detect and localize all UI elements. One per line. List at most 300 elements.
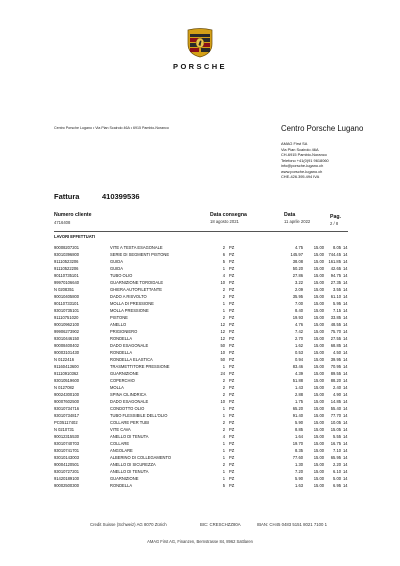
item-code: 91110751020 xyxy=(54,315,79,320)
item-amount: 15.05 xyxy=(330,427,341,432)
item-unit-price: 91.40 xyxy=(292,413,303,418)
item-vat-code: 14 xyxy=(343,420,348,425)
item-quantity: 1 xyxy=(222,406,225,411)
table-row xyxy=(0,482,400,489)
item-unit: PZ xyxy=(229,441,235,446)
item-amount: 2.20 xyxy=(333,462,341,467)
item-unit-price: 8.85 xyxy=(295,427,303,432)
item-code: 99970106640 xyxy=(54,280,80,285)
item-unit-price: 1.62 xyxy=(295,343,303,348)
item-unit-price: 2.88 xyxy=(295,392,303,397)
item-discount: 15.00 xyxy=(313,469,324,474)
item-discount: 15.00 xyxy=(313,476,324,481)
item-quantity: 1 xyxy=(222,364,225,369)
item-vat-code: 14 xyxy=(343,273,348,278)
item-quantity: 4 xyxy=(222,273,225,278)
table-row xyxy=(0,314,400,321)
item-unit-price: 4.39 xyxy=(295,371,303,376)
item-vat-code: 14 xyxy=(343,476,348,481)
item-unit-price: 38.08 xyxy=(292,259,303,264)
item-amount: 65.95 xyxy=(330,455,341,460)
table-row xyxy=(0,265,400,272)
table-row xyxy=(0,461,400,468)
item-discount: 15.00 xyxy=(313,350,324,355)
invoice-date-value: 11 aprile 2022 xyxy=(284,219,311,224)
item-quantity: 50 xyxy=(220,357,225,362)
item-quantity: 1 xyxy=(222,455,225,460)
item-discount: 15.00 xyxy=(313,399,324,404)
item-unit: PZ xyxy=(229,315,235,320)
table-row xyxy=(0,335,400,342)
item-quantity: 50 xyxy=(220,343,225,348)
item-quantity: 10 xyxy=(220,280,225,285)
item-description: PISTONE xyxy=(110,315,128,320)
table-row xyxy=(0,363,400,370)
item-description: GUIDA xyxy=(110,266,123,271)
item-amount: 10.05 xyxy=(330,420,341,425)
item-unit: PZ xyxy=(229,406,235,411)
footer-bank: Credit Suisse (Schweiz) AG 8070 Zürich xyxy=(90,522,167,527)
item-vat-code: 14 xyxy=(343,287,348,292)
item-code: N 0122416 xyxy=(54,357,75,362)
item-vat-code: 14 xyxy=(343,315,348,320)
item-amount: 68.85 xyxy=(330,343,341,348)
item-code: 90003101430 xyxy=(54,350,80,355)
table-row xyxy=(0,447,400,454)
item-code: 93010735101 xyxy=(54,308,80,313)
address-email[interactable]: info@porsche-lugano.ch xyxy=(281,163,324,168)
item-discount: 15.00 xyxy=(313,343,324,348)
item-description: SPINA CILINDRICA xyxy=(110,392,147,397)
item-unit-price: 1.64 xyxy=(295,434,303,439)
item-unit: PZ xyxy=(229,357,235,362)
item-amount: 161.85 xyxy=(328,259,341,264)
footer-iban: IBAN: CH45 0483 5151 8021 7100 1 xyxy=(257,522,327,527)
footer-bic: BIC: CRESCHZZ80A xyxy=(200,522,241,527)
item-quantity: 10 xyxy=(220,350,225,355)
item-code: N 0210731 xyxy=(54,427,75,432)
item-unit-price: 4.76 xyxy=(295,322,303,327)
item-description: DADO ESAGONALE xyxy=(110,399,149,404)
item-unit-price: 2.09 xyxy=(295,287,303,292)
item-discount: 15.00 xyxy=(313,378,324,383)
item-unit-price: 8.35 xyxy=(295,448,303,453)
item-code: 90012315530 xyxy=(54,434,80,439)
item-unit: PZ xyxy=(229,434,235,439)
item-discount: 15.00 xyxy=(313,427,324,432)
section-title: LAVORI EFFETTUATI xyxy=(54,234,96,239)
item-code: 93010143003 xyxy=(54,455,80,460)
table-row xyxy=(0,412,400,419)
item-description: RONDELLA xyxy=(110,483,133,488)
item-discount: 15.00 xyxy=(313,392,324,397)
invoice-label: Fattura xyxy=(54,192,80,201)
item-discount: 15.00 xyxy=(313,280,324,285)
item-discount: 15.00 xyxy=(313,252,324,257)
item-unit: PZ xyxy=(229,392,235,397)
footer-address: AMAG First AG, Finanzen, Bernstrasse 84, 8962 Sattlaren xyxy=(147,539,253,544)
item-vat-code: 14 xyxy=(343,371,348,376)
item-quantity: 1 xyxy=(222,301,225,306)
item-discount: 15.00 xyxy=(313,483,324,488)
item-vat-code: 14 xyxy=(343,301,348,306)
item-discount: 15.00 xyxy=(313,371,324,376)
item-code: 91160413600 xyxy=(54,364,79,369)
item-code: N 0208351 xyxy=(54,287,75,292)
item-vat-code: 14 xyxy=(343,280,348,285)
item-unit: PZ xyxy=(229,329,235,334)
item-amount: 7.10 xyxy=(333,448,341,453)
item-discount: 15.00 xyxy=(313,385,324,390)
item-amount: 14.85 xyxy=(330,399,341,404)
item-description: TUBO FLESSIBILE DELL'OLIO xyxy=(110,413,168,418)
item-amount: 42.65 xyxy=(330,266,341,271)
item-amount: 94.75 xyxy=(330,273,341,278)
item-amount: 70.95 xyxy=(330,364,341,369)
item-unit-price: 51.88 xyxy=(292,378,303,383)
table-row xyxy=(0,426,400,433)
item-code: 90010405800 xyxy=(54,294,80,299)
item-quantity: 1 xyxy=(222,441,225,446)
table-row xyxy=(0,293,400,300)
item-unit: PZ xyxy=(229,301,235,306)
item-discount: 15.00 xyxy=(313,441,324,446)
item-description: ANELLO DI TENUTA xyxy=(110,434,149,439)
item-unit: PZ xyxy=(229,266,235,271)
item-description: MOLLA DI PRESSIONE xyxy=(110,301,154,306)
item-quantity: 2 xyxy=(222,420,225,425)
item-quantity: 10 xyxy=(220,399,225,404)
item-unit: PZ xyxy=(229,252,235,257)
item-code: 91110910362 xyxy=(54,371,79,376)
item-unit: PZ xyxy=(229,245,235,250)
item-description: ANELLO xyxy=(110,322,127,327)
item-amount: 5.00 xyxy=(333,476,341,481)
item-vat-code: 14 xyxy=(343,469,348,474)
header-divider xyxy=(54,231,348,232)
item-amount: 8.05 xyxy=(333,245,341,250)
table-row xyxy=(0,475,400,482)
item-code: 90008207201 xyxy=(54,245,80,250)
page-value: 2 / 8 xyxy=(330,221,339,226)
item-unit-price: 0.53 xyxy=(295,350,303,355)
item-code: 91110523206 xyxy=(54,259,79,264)
table-row xyxy=(0,286,400,293)
item-amount: 5.95 xyxy=(333,301,341,306)
item-vat-code: 14 xyxy=(343,252,348,257)
address-line: CH-6915 Pambio-Noranco xyxy=(281,152,327,157)
item-unit: PZ xyxy=(229,371,235,376)
item-quantity: 2 xyxy=(222,385,225,390)
item-unit: PZ xyxy=(229,448,235,453)
item-discount: 15.00 xyxy=(313,413,324,418)
table-row xyxy=(0,391,400,398)
item-description: GUARNIZIONE xyxy=(110,476,139,481)
page-label: Pag. xyxy=(330,214,341,220)
item-discount: 15.00 xyxy=(313,329,324,334)
item-unit: PZ xyxy=(229,455,235,460)
brand-wordmark: PORSCHE xyxy=(173,62,227,71)
item-quantity: 6 xyxy=(222,252,225,257)
table-row xyxy=(0,356,400,363)
item-description: MOLLA xyxy=(110,385,124,390)
table-row xyxy=(0,244,400,251)
item-description: GUIDA xyxy=(110,259,123,264)
item-description: GHIERA AUTOFILETTANTE xyxy=(110,287,162,292)
item-vat-code: 14 xyxy=(343,399,348,404)
item-code: 93010734716 xyxy=(54,406,80,411)
item-code: 90110735101 xyxy=(54,273,79,278)
item-quantity: 12 xyxy=(220,336,225,341)
item-code: 93010446150 xyxy=(54,336,80,341)
item-discount: 15.00 xyxy=(313,462,324,467)
item-discount: 15.00 xyxy=(313,259,324,264)
porsche-crest-icon xyxy=(187,28,213,58)
table-row xyxy=(0,307,400,314)
item-code: N 0127082 xyxy=(54,385,75,390)
item-discount: 15.00 xyxy=(313,308,324,313)
item-description: VITE CAVA xyxy=(110,427,131,432)
item-unit-price: 145.97 xyxy=(290,252,303,257)
table-row xyxy=(0,405,400,412)
item-description: GUARNIZIONE TOROIDALE xyxy=(110,280,164,285)
sender-line: Centro Porsche Lugano • Via Pian Scairolo 46A • 6915 Pambio-Noranco xyxy=(54,126,169,130)
item-description: COLLARE PER TUBI xyxy=(110,420,150,425)
customer-number-value: 4716408 xyxy=(54,220,71,225)
item-amount: 4.90 xyxy=(333,392,341,397)
item-amount: 6.95 xyxy=(333,483,341,488)
item-quantity: 1 xyxy=(222,476,225,481)
item-unit-price: 7.20 xyxy=(295,469,303,474)
item-quantity: 2 xyxy=(222,287,225,292)
item-unit-price: 50.20 xyxy=(292,266,303,271)
dealer-name: Centro Porsche Lugano xyxy=(281,124,364,133)
item-unit-price: 83.46 xyxy=(292,364,303,369)
item-discount: 15.00 xyxy=(313,301,324,306)
item-amount: 33.85 xyxy=(330,315,341,320)
item-quantity: 5 xyxy=(222,483,225,488)
logo xyxy=(0,28,400,63)
item-code: 90110733101 xyxy=(54,301,79,306)
item-amount: 6.10 xyxy=(333,469,341,474)
item-description: COPERCHIO xyxy=(110,378,135,383)
item-code: 99906273902 xyxy=(54,329,80,334)
item-vat-code: 14 xyxy=(343,329,348,334)
item-description: ANELLO DI TENUTA xyxy=(110,469,149,474)
item-discount: 15.00 xyxy=(313,273,324,278)
item-unit: PZ xyxy=(229,350,235,355)
item-unit-price: 7.00 xyxy=(295,301,303,306)
item-description: RONDELLA ELASTICA xyxy=(110,357,153,362)
item-description: TUBO OLIO xyxy=(110,273,133,278)
item-amount: 27.55 xyxy=(330,336,341,341)
item-code: 90008400402 xyxy=(54,343,80,348)
item-unit: PZ xyxy=(229,413,235,418)
table-row xyxy=(0,440,400,447)
item-unit: PZ xyxy=(229,280,235,285)
item-vat-code: 14 xyxy=(343,441,348,446)
item-amount: 16.75 xyxy=(330,441,341,446)
table-row xyxy=(0,300,400,307)
item-unit-price: 1.43 xyxy=(295,385,303,390)
item-amount: 7.15 xyxy=(333,308,341,313)
item-quantity: 2 xyxy=(222,427,225,432)
item-quantity: 1 xyxy=(222,308,225,313)
item-code: 93010396800 xyxy=(54,252,80,257)
address-line: CHE-426.395.494 IVA xyxy=(281,174,320,179)
table-row xyxy=(0,370,400,377)
item-vat-code: 14 xyxy=(343,427,348,432)
item-discount: 15.00 xyxy=(313,287,324,292)
table-row xyxy=(0,272,400,279)
invoice-number: 410399536 xyxy=(102,192,140,201)
item-code: 93010727201 xyxy=(54,469,80,474)
item-discount: 15.00 xyxy=(313,455,324,460)
item-unit-price: 19.93 xyxy=(292,315,303,320)
item-description: SERIE DI SEGMENTI PISTONE xyxy=(110,252,170,257)
item-unit-price: 1.63 xyxy=(295,483,303,488)
item-code: 93010734817 xyxy=(54,413,80,418)
item-amount: 77.70 xyxy=(330,413,341,418)
item-description: ANGOLARE xyxy=(110,448,133,453)
item-unit: PZ xyxy=(229,462,235,467)
item-amount: 48.55 xyxy=(330,322,341,327)
item-unit: PZ xyxy=(229,476,235,481)
item-vat-code: 14 xyxy=(343,385,348,390)
item-unit-price: 4.75 xyxy=(295,245,303,250)
item-quantity: 2 xyxy=(222,294,225,299)
table-row xyxy=(0,279,400,286)
item-unit-price: 19.70 xyxy=(292,441,303,446)
item-code: 90007602500 xyxy=(54,399,80,404)
item-unit-price: 3.22 xyxy=(295,280,303,285)
item-quantity: 1 xyxy=(222,266,225,271)
item-code: 90002500300 xyxy=(54,483,80,488)
invoice-date-label: Data xyxy=(284,212,296,218)
item-quantity: 2 xyxy=(222,315,225,320)
item-amount: 39.95 xyxy=(330,357,341,362)
item-quantity: 5 xyxy=(222,259,225,264)
item-description: PRIGIONIERO xyxy=(110,329,138,334)
address-website[interactable]: www.porsche-lugano.ch xyxy=(281,168,323,174)
item-vat-code: 14 xyxy=(343,294,348,299)
item-unit-price: 5.90 xyxy=(295,476,303,481)
item-description: RONDELLA xyxy=(110,336,133,341)
item-quantity: 1 xyxy=(222,469,225,474)
item-unit-price: 65.20 xyxy=(292,406,303,411)
customer-number-label: Numero cliente xyxy=(54,212,92,218)
item-unit: PZ xyxy=(229,427,235,432)
item-amount: 4.50 xyxy=(333,350,341,355)
table-row xyxy=(0,419,400,426)
item-description: TRASMETTITORE PRESSIONE xyxy=(110,364,170,369)
item-unit-price: 2.70 xyxy=(295,336,303,341)
item-description: CONDOTTO OLIO xyxy=(110,406,145,411)
item-discount: 15.00 xyxy=(313,322,324,327)
item-unit-price: 35.95 xyxy=(292,294,303,299)
item-unit-price: 5.90 xyxy=(295,420,303,425)
table-row xyxy=(0,433,400,440)
item-vat-code: 14 xyxy=(343,413,348,418)
item-discount: 15.00 xyxy=(313,336,324,341)
item-amount: 2.40 xyxy=(333,385,341,390)
table-row xyxy=(0,384,400,391)
item-vat-code: 14 xyxy=(343,357,348,362)
item-vat-code: 14 xyxy=(343,266,348,271)
item-quantity: 24 xyxy=(220,371,225,376)
item-unit: PZ xyxy=(229,287,235,292)
item-description: RONDELLA xyxy=(110,350,133,355)
item-description: MOLLA PRESSIONE xyxy=(110,308,149,313)
item-unit: PZ xyxy=(229,322,235,327)
dealer-address xyxy=(281,141,381,180)
item-vat-code: 14 xyxy=(343,462,348,467)
item-description: DADO ESAGONALE xyxy=(110,343,149,348)
table-row xyxy=(0,468,400,475)
item-amount: 75.70 xyxy=(330,329,341,334)
item-discount: 15.00 xyxy=(313,364,324,369)
item-code: 93010740703 xyxy=(54,441,80,446)
item-unit-price: 7.42 xyxy=(295,329,303,334)
item-description: GUARNIZIONE xyxy=(110,371,139,376)
item-vat-code: 14 xyxy=(343,406,348,411)
item-unit-price: 1.30 xyxy=(295,462,303,467)
item-discount: 15.00 xyxy=(313,266,324,271)
item-unit: PZ xyxy=(229,385,235,390)
item-discount: 15.00 xyxy=(313,357,324,362)
table-row xyxy=(0,349,400,356)
item-description: COLLARE xyxy=(110,441,130,446)
item-vat-code: 14 xyxy=(343,322,348,327)
item-unit: PZ xyxy=(229,273,235,278)
item-discount: 15.00 xyxy=(313,448,324,453)
address-line: Telefono +41(0)91 9618060 xyxy=(281,157,329,163)
item-amount: 744.45 xyxy=(328,252,341,257)
item-unit: PZ xyxy=(229,259,235,264)
item-vat-code: 14 xyxy=(343,245,348,250)
item-amount: 27.35 xyxy=(330,280,341,285)
item-unit: PZ xyxy=(229,399,235,404)
table-row xyxy=(0,342,400,349)
item-quantity: 12 xyxy=(220,329,225,334)
item-discount: 15.00 xyxy=(313,434,324,439)
item-unit: PZ xyxy=(229,308,235,313)
item-unit: PZ xyxy=(229,343,235,348)
item-quantity: 1 xyxy=(222,448,225,453)
item-discount: 15.00 xyxy=(313,315,324,320)
item-unit: PZ xyxy=(229,420,235,425)
item-vat-code: 14 xyxy=(343,448,348,453)
table-row xyxy=(0,258,400,265)
item-unit: PZ xyxy=(229,483,235,488)
item-code: 93010519600 xyxy=(54,378,80,383)
item-unit-price: 27.86 xyxy=(292,273,303,278)
table-row xyxy=(0,328,400,335)
item-unit-price: 0.94 xyxy=(295,357,303,362)
item-vat-code: 14 xyxy=(343,378,348,383)
item-vat-code: 14 xyxy=(343,364,348,369)
item-discount: 15.00 xyxy=(313,420,324,425)
item-amount: 61.10 xyxy=(330,294,341,299)
item-code: 90024300100 xyxy=(54,392,80,397)
item-description: DADO A RISVOLTO xyxy=(110,294,147,299)
item-vat-code: 14 xyxy=(343,392,348,397)
item-discount: 15.00 xyxy=(313,406,324,411)
item-unit: PZ xyxy=(229,364,235,369)
item-vat-code: 14 xyxy=(343,308,348,313)
table-row xyxy=(0,251,400,258)
item-quantity: 2 xyxy=(222,462,225,467)
